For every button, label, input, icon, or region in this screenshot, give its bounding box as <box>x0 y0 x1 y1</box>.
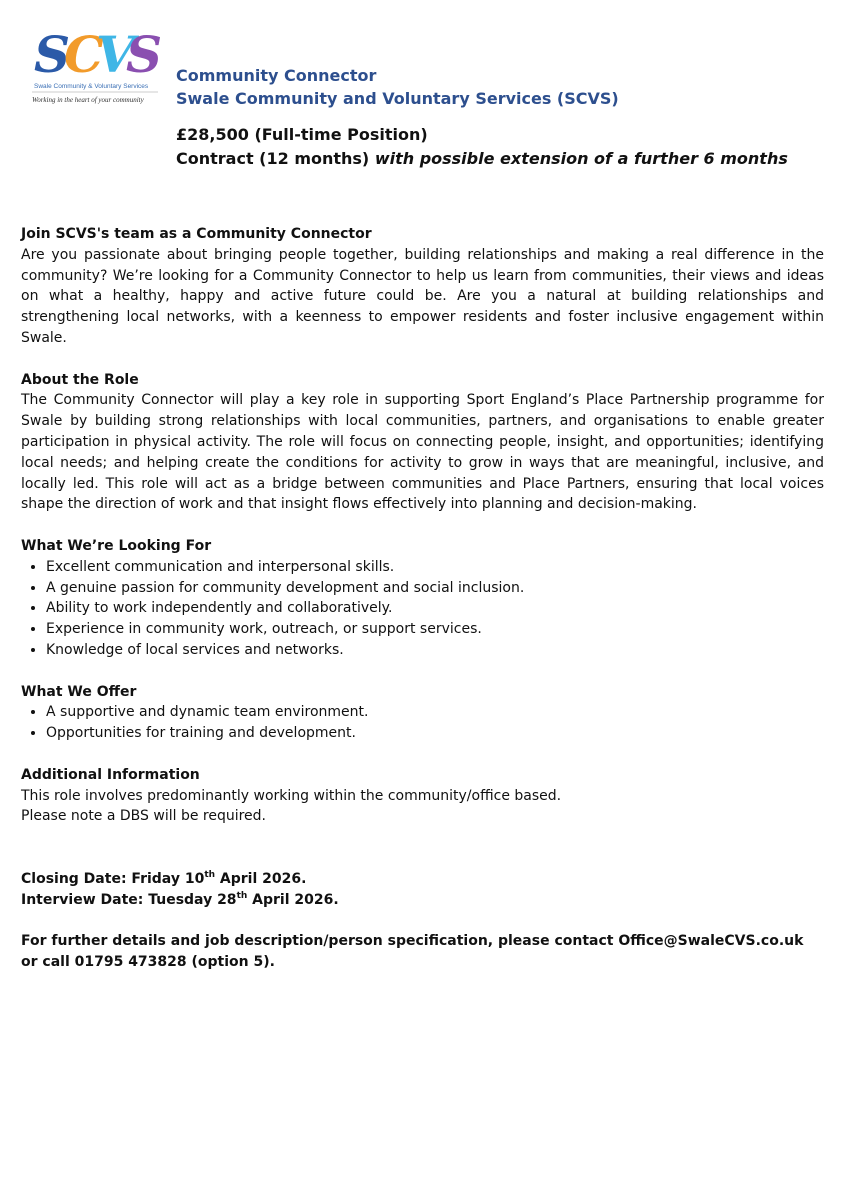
logo-org-name: Swale Community & Voluntary Services <box>34 83 149 90</box>
intro-text: Are you passionate about bringing people together, building relationships and making a real difference in the community? We’re looking for a Community Connector to help us learn from communities, their views and ideas on what a healthy, happy and active future could be. Are you a natural at building relationships and strengthening local networks, with a keenness to empower residents and foster inclusive engagement within Swale. <box>21 246 824 346</box>
job-body <box>21 224 824 973</box>
list-item: • Knowledge of local services and networks. <box>46 640 824 661</box>
interview-date <box>21 890 824 911</box>
list-item: • Opportunities for training and development. <box>46 723 824 744</box>
looking-list <box>21 557 824 661</box>
offer-heading: What We Offer <box>21 683 137 700</box>
contract-line <box>176 147 788 171</box>
closing-date-suffix: th <box>204 869 216 880</box>
list-item: • Ability to work independently and collaboratively. <box>46 598 824 619</box>
org-name: Swale Community and Voluntary Services (SCVS) <box>176 89 619 108</box>
interview-date-suffix: th <box>236 890 248 901</box>
salary-line: £28,500 (Full-time Position) <box>176 125 428 144</box>
additional-line-2: Please note a DBS will be required. <box>21 808 267 825</box>
closing-date-text: Closing Date: Friday 10 <box>21 870 205 887</box>
logo-letter-s1: S <box>34 25 71 84</box>
additional-heading: Additional Information <box>21 766 200 783</box>
closing-date <box>21 869 824 890</box>
contract-extension: with possible extension of a further 6 months <box>374 149 788 168</box>
scvs-logo <box>30 22 162 110</box>
role-heading: About the Role <box>21 371 139 388</box>
contact-line-2: or call 01795 473828 (option 5). <box>21 953 275 970</box>
salary-block <box>176 123 788 171</box>
logo-tagline: Working in the heart of your community <box>32 96 144 104</box>
logo-letter-v: V <box>96 25 135 84</box>
list-item: • A genuine passion for community development and social inclusion. <box>46 578 824 599</box>
additional-line-1: This role involves predominantly working within the community/office based. <box>21 787 562 804</box>
job-title: Community Connector <box>176 66 377 85</box>
interview-date-text: Interview Date: Tuesday 28 <box>21 891 237 908</box>
offer-list <box>21 702 824 744</box>
contact-line-1: For further details and job description/person specification, please contact Office@SwaleCVS.co.uk <box>21 933 804 950</box>
logo-letter-c: C <box>64 25 104 84</box>
logo-letter-s2: S <box>126 25 162 84</box>
contract-term: Contract (12 months) <box>176 149 375 168</box>
closing-date-month: April 2026. <box>215 870 307 887</box>
list-item: • Excellent communication and interpersonal skills. <box>46 557 824 578</box>
interview-date-month: April 2026. <box>247 891 339 908</box>
list-item: • A supportive and dynamic team environment. <box>46 702 824 723</box>
role-text: The Community Connector will play a key role in supporting Sport England’s Place Partnership programme for Swale by building strong relationships with local communities, partners, and organisations to enable greater participation in physical activity. The role will focus on connecting people, insight, and opportunities; identifying local needs; and helping create the conditions for activity to grow in ways that are meaningful, inclusive, and locally led. This role will act as a bridge between communities and Place Partners, ensuring that local voices shape the direction of work and that insight flows effectively into planning and decision-making. <box>21 392 824 513</box>
list-item: • Experience in community work, outreach, or support services. <box>46 619 824 640</box>
intro-heading: Join SCVS's team as a Community Connector <box>21 226 372 242</box>
header <box>176 64 619 110</box>
looking-heading: What We’re Looking For <box>21 537 212 554</box>
